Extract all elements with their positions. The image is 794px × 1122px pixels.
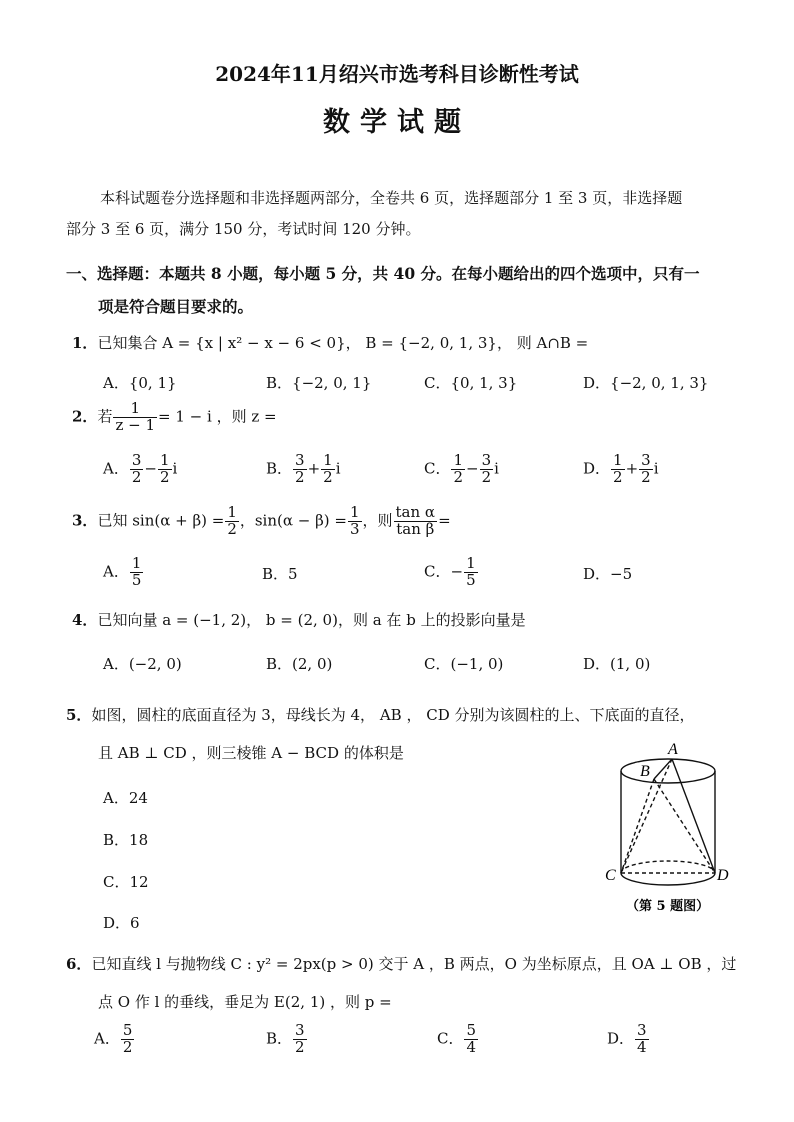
fraction bbox=[611, 453, 625, 486]
denominator: 5 bbox=[466, 570, 476, 589]
fraction bbox=[464, 1023, 478, 1056]
imag-unit: i bbox=[335, 459, 341, 478]
question-text: 已知向量 a = (−1, 2)， b = (2, 0)，则 a 在 b 上的投影向量是 bbox=[97, 611, 526, 629]
q3-option-d: D．−5 bbox=[583, 565, 633, 583]
q2-option-d bbox=[583, 453, 659, 486]
denominator: 2 bbox=[453, 467, 464, 486]
fraction bbox=[635, 1023, 649, 1056]
q2-option-a bbox=[103, 453, 177, 486]
question-number: 2． bbox=[72, 407, 98, 426]
intro-line-1: 本科试题卷分选择题和非选择题两部分，全卷共 6 页，选择题部分 1 至 3 页，非选择题 bbox=[100, 189, 683, 207]
q1-option-d: D．{−2, 0, 1, 3} bbox=[583, 374, 709, 392]
sign: − bbox=[466, 459, 479, 478]
label-d: D bbox=[717, 867, 729, 884]
question-number: 5． bbox=[66, 706, 92, 724]
intro-line-2: 部分 3 至 6 页，满分 150 分，考试时间 120 分钟。 bbox=[66, 220, 421, 238]
denominator: 2 bbox=[227, 519, 237, 538]
sign: − bbox=[144, 459, 157, 478]
question-text: 已知集合 A = {x | x² − x − 6 < 0}， B = {−2, 0, 1, 3}， 则 A∩B = bbox=[97, 334, 589, 352]
fraction bbox=[113, 401, 157, 434]
imag-unit: i bbox=[653, 459, 659, 478]
q6-option-d bbox=[607, 1023, 650, 1056]
numerator: 3 bbox=[131, 451, 142, 469]
fraction bbox=[639, 453, 653, 486]
cylinder-drawing bbox=[621, 759, 715, 885]
sign: − bbox=[450, 562, 464, 581]
numerator: 1 bbox=[453, 451, 464, 469]
fraction bbox=[130, 556, 144, 589]
question-number: 3． bbox=[72, 511, 98, 530]
option-letter: A． bbox=[94, 1029, 120, 1048]
numerator: 1 bbox=[323, 451, 333, 469]
option-letter: C． bbox=[424, 562, 451, 581]
q3-option-b: B．5 bbox=[262, 565, 298, 583]
question-6-stem-cont: 点 O 作 l 的垂线，垂足为 E(2, 1) ，则 p = bbox=[98, 993, 392, 1011]
fraction bbox=[130, 453, 144, 486]
sign: + bbox=[307, 459, 321, 478]
numerator: tan α bbox=[395, 503, 436, 521]
question-text: 若 bbox=[97, 407, 113, 426]
denominator: 2 bbox=[122, 1037, 133, 1056]
q4-option-a: A．(−2, 0) bbox=[103, 655, 182, 673]
question-text: ，则 bbox=[362, 511, 393, 530]
q2-option-b bbox=[266, 453, 341, 486]
fraction bbox=[394, 505, 438, 538]
question-6-stem bbox=[66, 953, 736, 974]
question-text: = bbox=[438, 511, 451, 530]
label-a: A bbox=[668, 741, 678, 758]
denominator: 2 bbox=[641, 467, 651, 486]
q5-option-d: D．6 bbox=[103, 914, 140, 932]
figure-caption: （第 5 题图） bbox=[626, 899, 710, 914]
question-2-stem bbox=[72, 401, 277, 434]
question-text: 如图，圆柱的底面直径为 3，母线长为 4， AB ， CD 分别为该圆柱的上、下底面的直径， bbox=[91, 706, 695, 724]
section-1-heading-cont: 项是符合题目要求的。 bbox=[98, 297, 254, 316]
numerator: 1 bbox=[349, 503, 360, 521]
q3-option-a bbox=[103, 556, 144, 589]
denominator: tan β bbox=[396, 519, 435, 538]
q4-option-c: C．(−1, 0) bbox=[424, 655, 504, 673]
option-letter: D． bbox=[607, 1029, 635, 1048]
question-3-stem bbox=[72, 505, 451, 538]
fraction bbox=[293, 453, 307, 486]
option-letter: A． bbox=[103, 562, 129, 581]
q1-option-a: A．{0, 1} bbox=[103, 374, 177, 392]
question-text: 已知 sin(α + β) = bbox=[97, 511, 225, 530]
fraction bbox=[480, 453, 494, 486]
denominator: 2 bbox=[295, 467, 305, 486]
fraction bbox=[321, 453, 335, 486]
option-letter: B． bbox=[266, 459, 293, 478]
q5-option-a: A．24 bbox=[103, 789, 148, 807]
question-5-stem-cont: 且 AB ⊥ CD ，则三棱锥 A − BCD 的体积是 bbox=[98, 744, 404, 762]
imag-unit: i bbox=[172, 459, 178, 478]
numerator: 1 bbox=[131, 554, 142, 572]
q4-option-d: D．(1, 0) bbox=[583, 655, 651, 673]
numerator: 3 bbox=[481, 451, 492, 469]
denominator: 2 bbox=[613, 467, 623, 486]
q6-option-c bbox=[437, 1023, 479, 1056]
fraction bbox=[464, 556, 478, 589]
numerator: 3 bbox=[637, 1021, 647, 1039]
q3-option-c bbox=[424, 556, 479, 589]
numerator: 1 bbox=[613, 451, 623, 469]
q6-option-a bbox=[94, 1023, 135, 1056]
numerator: 5 bbox=[122, 1021, 133, 1039]
section-1-heading: 一、选择题：本题共 8 小题，每小题 5 分，共 40 分。在每小题给出的四个选项中，只有一 bbox=[66, 264, 700, 283]
question-5-stem bbox=[66, 704, 695, 725]
denominator: 2 bbox=[323, 467, 333, 486]
q5-option-b: B．18 bbox=[103, 831, 149, 849]
numerator: 1 bbox=[227, 503, 237, 521]
fraction bbox=[293, 1023, 307, 1056]
fraction bbox=[451, 453, 465, 486]
bottom-front-arc bbox=[621, 873, 715, 885]
segment-bc bbox=[621, 779, 654, 873]
question-text: ，sin(α − β) = bbox=[239, 511, 347, 530]
fraction bbox=[348, 505, 362, 538]
fraction bbox=[225, 505, 239, 538]
option-letter: A． bbox=[103, 459, 129, 478]
numerator: 1 bbox=[159, 451, 170, 469]
option-letter: C． bbox=[424, 459, 451, 478]
question-4-stem bbox=[72, 609, 526, 630]
numerator: 5 bbox=[466, 1021, 477, 1039]
numerator: 1 bbox=[113, 401, 157, 418]
fraction bbox=[121, 1023, 135, 1056]
numerator: 3 bbox=[295, 451, 305, 469]
denominator: z − 1 bbox=[115, 415, 156, 434]
label-c: C bbox=[605, 867, 616, 884]
question-text: = 1 − i ，则 z = bbox=[158, 407, 277, 426]
subject-title: 数学试题 bbox=[323, 107, 471, 138]
sign: + bbox=[625, 459, 639, 478]
question-number: 6． bbox=[66, 955, 92, 973]
option-letter: B． bbox=[266, 1029, 293, 1048]
denominator: 4 bbox=[637, 1037, 647, 1056]
segment-ab bbox=[654, 759, 672, 779]
denominator: 4 bbox=[466, 1037, 477, 1056]
question-text: 已知直线 l 与抛物线 C : y² = 2px(p > 0) 交于 A ，B 两点，O 为坐标原点，且 OA ⊥ OB ，过 bbox=[91, 955, 737, 973]
q2-option-c bbox=[424, 453, 499, 486]
denominator: 3 bbox=[349, 519, 360, 538]
q5-option-c: C．12 bbox=[103, 873, 149, 891]
denominator: 2 bbox=[295, 1037, 305, 1056]
denominator: 2 bbox=[131, 467, 142, 486]
option-letter: D． bbox=[583, 459, 611, 478]
numerator: 3 bbox=[295, 1021, 305, 1039]
exam-title: 2024年11月绍兴市选考科目诊断性考试 bbox=[215, 62, 579, 86]
q4-option-b: B．(2, 0) bbox=[266, 655, 333, 673]
denominator: 5 bbox=[131, 570, 142, 589]
fraction bbox=[158, 453, 172, 486]
bottom-back-arc bbox=[621, 861, 715, 873]
question-number: 4． bbox=[72, 611, 98, 629]
imag-unit: i bbox=[494, 459, 499, 478]
q6-option-b bbox=[266, 1023, 308, 1056]
numerator: 1 bbox=[466, 554, 476, 572]
cylinder-figure bbox=[596, 738, 746, 918]
denominator: 2 bbox=[481, 467, 492, 486]
label-b: B bbox=[640, 763, 650, 780]
numerator: 3 bbox=[641, 451, 651, 469]
option-letter: C． bbox=[437, 1029, 464, 1048]
q1-option-b: B．{−2, 0, 1} bbox=[266, 374, 372, 392]
question-number: 1． bbox=[72, 334, 98, 352]
q1-option-c: C．{0, 1, 3} bbox=[424, 374, 518, 392]
denominator: 2 bbox=[159, 467, 170, 486]
question-1-stem bbox=[72, 332, 588, 353]
